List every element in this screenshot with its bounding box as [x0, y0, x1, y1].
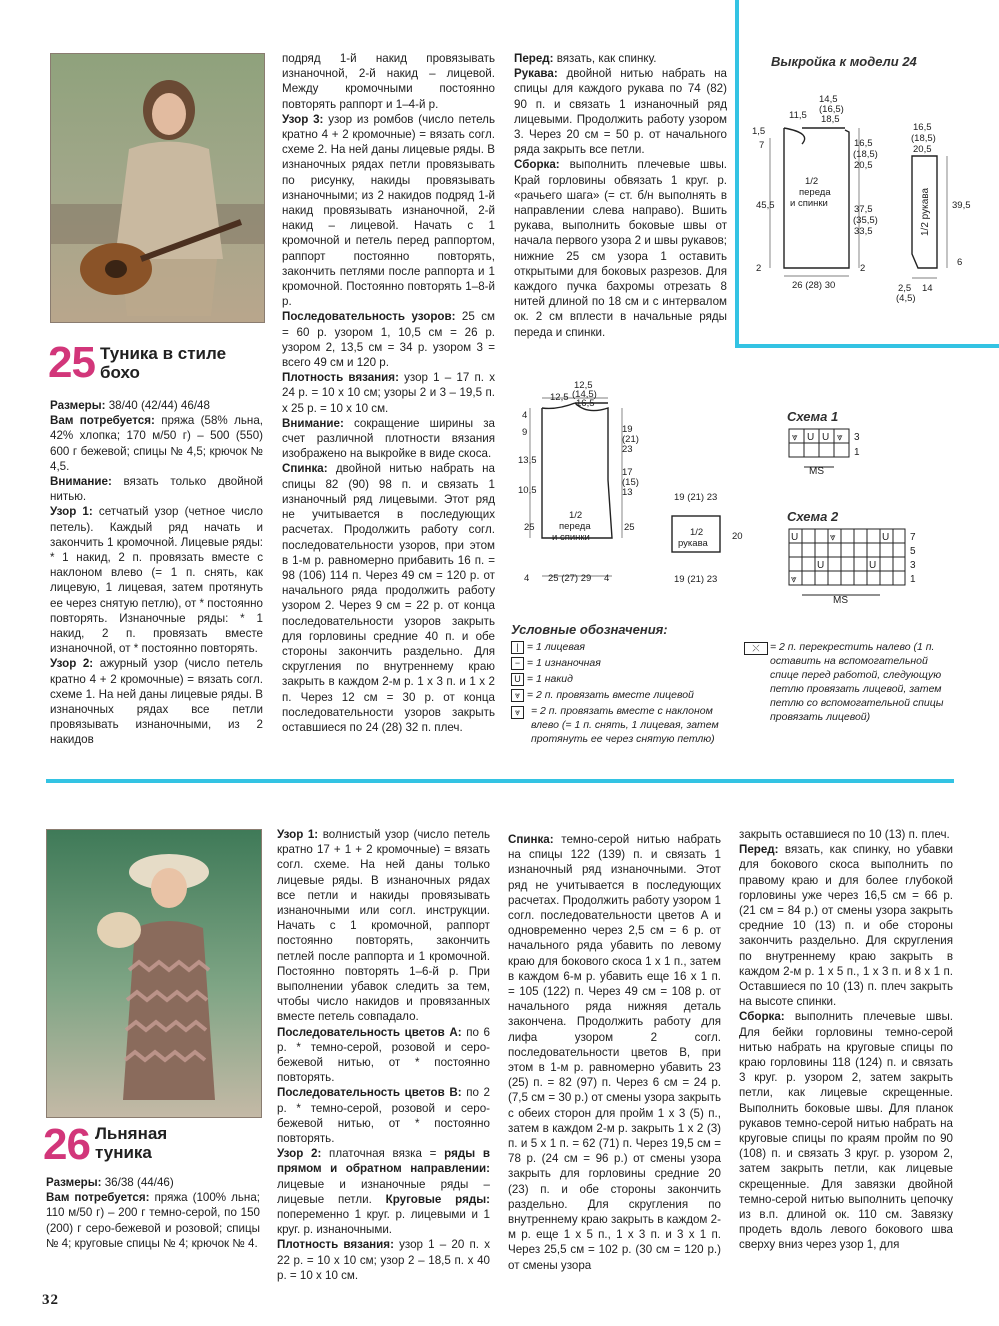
- svg-text:20,5: 20,5: [854, 160, 873, 171]
- model26-photo: [46, 829, 262, 1118]
- svg-text:7: 7: [759, 140, 765, 151]
- svg-text:1: 1: [854, 447, 860, 458]
- model25-text-col3: Перед: вязать, как спинку. Рукава: двойной нитью набрать на спицы для каждого рукава по 74 (82) 90 п. и связать 1 изнаночный ряд лицевыми. Продолжить работу узором 3. Через 20 см = 50 р. от начального ряда закрыть все петли. Сборка: выполнить плечевые швы. Край горловины обвязать 1 круг. р. «рачьего шага» (= ст. б/н выполнять в направлении слева направо). Вшить рукава, выполнить боковые швы от начала первого узора 2 и швы рукавов; нижние 25 см узора 1 оставить открытыми для боковых разрезов. Для каждого пучка бахромы отрезать 8 нитей длиной по 18 см и с интервалом ок. 2 см вплести в начальные ряды переда и спинки.: [514, 52, 727, 339]
- svg-text:2: 2: [860, 263, 866, 274]
- svg-text:U: U: [791, 532, 799, 543]
- scheme1-chart: [787, 427, 877, 479]
- svg-text:26 (28) 30: 26 (28) 30: [792, 280, 836, 291]
- model26-text-col3: Спинка: темно-серой нитью набрать на спицы 122 (139) п. и связать 1 изнаночный ряд изнаночными. Этот ряд не учитывается в последующих расчетах. Продолжить работу узором 1 согл. последовательности цветов А и одновременно через 2,5 см = 6 р. от начального ряда убавить по левому краю для бокового скоса 1 х 1 п., затем в каждом 6-м р. убавить еще 16 х 1 п. = 105 (122) п. Через 49 см = 108 р. от начального ряда нижняя деталь закончена. Продолжить работу для лифа узором 2 согл. последовательности цветов В, при этом в 1-м р. равномерно убавить 23 (25) п. = 82 (97) п. Через 6 см = 24 р. (7,5 см = 30 р.) от смены узора закрыть с обеих сторон для пройм 1 х 3 (5) п., затем в каждом 2-м р. закрыть 1 х 2 (3) п. и 5 х 1 п. = 62 (71) п. Через 19,5 см = 78 р. (24 см = 96 р.) от смены узора закрыть для горловины средние 20 (23) п. и обе стороны закончить раздельно. Для скругления по внутреннему краю закрыть в каждом 2-м р. еще 1 х 5 п., 1 х 3 п. и 3 х 1 п. Через 25,5 см = 102 р. (30 см = 120 р.) от смены узора: [508, 833, 721, 1272]
- scheme2-title: Схема 2: [787, 509, 839, 524]
- svg-text:3: 3: [910, 560, 916, 571]
- legend-item-knit: | = 1 лицевая: [511, 640, 585, 654]
- svg-text:11,5: 11,5: [789, 110, 807, 121]
- svg-text:(21): (21): [622, 434, 639, 445]
- svg-text:45,5: 45,5: [756, 200, 775, 211]
- svg-text:12,5: 12,5: [574, 380, 593, 391]
- svg-text:U: U: [807, 432, 815, 443]
- legend-item-yarnover: U = 1 накид: [511, 672, 573, 686]
- model25-photo: [50, 53, 265, 323]
- svg-text:(4,5): (4,5): [896, 293, 916, 304]
- yarnover-symbol-icon: U: [511, 673, 524, 686]
- model26-number: 26: [43, 1120, 90, 1169]
- model26-text-col2: Узор 1: волнистый узор (число петель кратно 17 + 1 + 2 кромочные) = вязать согл. схеме. На ней даны только лицевые ряды. В изнаночных рядах все петли и накиды провязывать изнаночными или согл. инструкции. Начать с 1 кромочной, раппорт постоянно повторять, закончить петлей после раппорта и 1 кромочной. Постоянно повторять 1–6-й р. При выполнении убавок следить за тем, чтобы число накидов и провязанных вместе петель совпадало. Последовательность цветов А: по 6 р. * темно-серой, розовой и серо-бежевой нитью, от * постоянно повторять. Последовательность цветов В: по 2 р. * темно-серой, розовой и серо-бежевой нитью, от * постоянно повторять. Узор 2: платочная вязка = ряды в прямом и обратном направлении: лицевые и изнаночные ряды – лицевые петли. Круговые ряды: попеременно 1 круг. р. лицевыми и 1 круг. р. изнаночными. Плотность вязания: узор 1 – 20 п. х 22 р. = 10 х 10 см; узор 2 – 18,5 п. х 40 р. = 10 х 10 см.: [277, 828, 490, 1282]
- svg-text:(18,5): (18,5): [911, 133, 936, 144]
- svg-text:23: 23: [622, 444, 633, 455]
- svg-text:2: 2: [756, 263, 762, 274]
- svg-text:37,5: 37,5: [854, 204, 873, 215]
- svg-text:(18,5): (18,5): [853, 149, 878, 160]
- scheme1-ms: MS: [809, 466, 824, 477]
- svg-text:16,5: 16,5: [576, 398, 595, 409]
- ssk-symbol-icon: ⩔: [511, 706, 524, 719]
- svg-text:5: 5: [910, 546, 916, 557]
- svg-text:12,5: 12,5: [550, 392, 569, 403]
- cross-left-symbol-icon: ⤬: [744, 642, 768, 655]
- svg-text:(16,5): (16,5): [819, 104, 844, 115]
- legend-item-purl: − = 1 изнаночная: [511, 656, 601, 670]
- svg-text:3: 3: [854, 432, 860, 443]
- svg-text:1: 1: [910, 574, 916, 585]
- model26-text-col1: Размеры: 36/38 (44/46) Вам потребуется: пряжа (100% льна; 110 м/50 г) – 200 г темно-серой, по 150 (200) г серо-бежевой и розовой; спицы № 4; круговые спицы № 4; крючок № 4.: [46, 1176, 260, 1250]
- svg-text:U: U: [822, 432, 830, 443]
- svg-text:(35,5): (35,5): [853, 215, 878, 226]
- svg-text:13,5: 13,5: [518, 455, 537, 466]
- svg-text:1/2: 1/2: [805, 176, 819, 187]
- svg-text:19: 19: [622, 424, 633, 435]
- model25-number: 25: [48, 338, 95, 387]
- model24-pattern-diagram: [742, 78, 977, 310]
- svg-text:4: 4: [524, 573, 530, 584]
- svg-text:4: 4: [604, 573, 610, 584]
- svg-text:U: U: [869, 560, 877, 571]
- model25-pattern-diagram: [512, 380, 762, 590]
- model25-text-col1: Размеры: 38/40 (42/44) 46/48 Вам потребуется: пряжа (58% льна, 42% хлопка; 170 м/50 г) – 500 (550) 600 г бежевой; спицы № 4,5; крючок № 4,5. Внимание: вязать только двойной нитью. Узор 1: сетчатый узор (четное число петель). Каждый ряд начать и закончить 1 кромочной. Лицевые ряды: * 1 накид, 2 п. провязать вместе с наклоном влево (= 1 п. снять, как лицевую, 1 лицевая, затем протянуть ее через снятую петлю), от * постоянно повторять. Изнаночные ряды: * 1 накид, 2 п. провязать вместе изнаночной, от * постоянно повторять. Узор 2: ажурный узор (число петель кратно 4 + 2 кромочные) = вязать согл. схеме 1. На ней даны лицевые ряды. В изнаночных рядах все петли провязывать изнаночными, из 2 накидов: [50, 399, 264, 747]
- svg-text:переда: переда: [559, 521, 591, 532]
- svg-text:1/2 рукава: 1/2 рукава: [920, 187, 931, 236]
- svg-text:⩔: ⩔: [830, 532, 836, 543]
- svg-text:25: 25: [524, 522, 535, 533]
- svg-text:9: 9: [522, 427, 528, 438]
- scheme2-chart: [787, 527, 927, 607]
- svg-text:1/2: 1/2: [690, 527, 704, 538]
- svg-text:U: U: [882, 532, 890, 543]
- model25-title: Туника в стиле бохо: [100, 344, 227, 382]
- svg-text:4: 4: [522, 410, 528, 421]
- frame-bottom-border: [735, 344, 999, 348]
- scheme1-title: Схема 1: [787, 409, 839, 424]
- svg-text:(15): (15): [622, 477, 639, 488]
- svg-text:⩔: ⩔: [792, 432, 798, 443]
- svg-text:13: 13: [622, 487, 633, 498]
- svg-text:33,5: 33,5: [854, 226, 873, 237]
- svg-text:⩔: ⩔: [791, 574, 797, 585]
- svg-text:1/2: 1/2: [569, 510, 583, 521]
- model26-photo-image: [47, 830, 261, 1117]
- svg-text:19 (21) 23: 19 (21) 23: [674, 574, 718, 585]
- svg-text:16,5: 16,5: [854, 138, 873, 149]
- svg-text:и спинки: и спинки: [790, 198, 828, 209]
- knit-symbol-icon: |: [511, 641, 524, 654]
- legend-title: Условные обозначения:: [511, 622, 668, 637]
- svg-text:10,5: 10,5: [518, 485, 537, 496]
- svg-text:16,5: 16,5: [913, 122, 932, 133]
- svg-text:и спинки: и спинки: [552, 532, 590, 543]
- svg-text:⩔: ⩔: [837, 432, 843, 443]
- model26-text-col4: закрыть оставшиеся по 10 (13) п. плеч. Перед: вязать, как спинку, но убавки для бокового скоса выполнить по правому краю и для более глубокой горловины уже через 16,5 см = 66 р. (21 см = 84 р.) от смены узора закрыть средние 10 (13) п. и обе стороны закончить раздельно. Для скругления по внутреннему краю закрыть в каждом 2-м р. 1 х 5 п., 1 х 3 п. и 8 х 1 п. Оставшиеся по 10 (13) п. плеч закрыть на высоте спинки. Сборка: выполнить плечевые швы. Для бейки горловины темно-серой нитью набрать на круговые спицы по краю горловины 118 (124) п. и связать 3 круг. р. узором 2, затем закрыть петли, как лицевые скрещенные. Выполнить боковые швы. Для планок рукавов темно-серой нитью набрать на круговые спицы по краям пройм по 90 (108) п. и связать 3 круг. р. узором 2, затем закрыть петли, как лицевые скрещенные. Для завязки двойной темно-серой нитью выполнить цепочку из в.п. длиной ок. 110 см. Завязку продеть вдоль левого бокового шва сверху вниз через узор 1, для: [739, 828, 953, 1252]
- svg-text:19 (21) 23: 19 (21) 23: [674, 492, 718, 503]
- legend-item-k2tog: ⩔ = 2 п. провязать вместе лицевой: [511, 688, 694, 702]
- k2tog-symbol-icon: ⩔: [511, 689, 524, 702]
- svg-text:17: 17: [622, 467, 633, 478]
- svg-text:14: 14: [922, 283, 933, 294]
- scheme2-ms: MS: [833, 595, 848, 606]
- svg-text:20: 20: [732, 531, 743, 542]
- svg-text:рукава: рукава: [678, 538, 708, 549]
- frame-left-border: [735, 0, 739, 348]
- section-divider: [46, 779, 954, 783]
- model24-pattern-title: Выкройка к модели 24: [771, 54, 917, 69]
- svg-text:2,5: 2,5: [898, 283, 912, 294]
- legend-item-ssk: ⩔ = 2 п. провязать вместе с наклоном влево (= 1 п. снять, 1 лицевая, затем протянуть ее через снятую петлю): [511, 704, 721, 746]
- model26-title: Льняная туника: [95, 1124, 168, 1162]
- svg-text:25 (27) 29: 25 (27) 29: [548, 573, 592, 584]
- svg-text:7: 7: [910, 532, 916, 543]
- svg-text:39,5: 39,5: [952, 200, 971, 211]
- legend-item-cross: ⤬ = 2 п. перекрестить налево (1 п. оставить на вспомогательной спице перед работой, следующую петлю провязать лицевой, затем петлю со вспомогательной спицы провязать лицевой): [744, 640, 954, 724]
- svg-text:переда: переда: [799, 187, 831, 198]
- purl-symbol-icon: −: [511, 657, 524, 670]
- svg-text:1,5: 1,5: [752, 126, 766, 137]
- svg-text:6: 6: [957, 257, 963, 268]
- svg-text:20,5: 20,5: [913, 144, 932, 155]
- svg-text:18,5: 18,5: [821, 114, 840, 125]
- svg-text:U: U: [817, 560, 825, 571]
- svg-text:(14,5): (14,5): [572, 389, 597, 400]
- svg-text:14,5: 14,5: [819, 94, 838, 105]
- model25-photo-image: [51, 54, 264, 322]
- page-number: 32: [42, 1292, 59, 1308]
- model25-text-col2: подряд 1-й накид провязывать изнаночной, 2-й накид – лицевой. Между кромочными постоянно повторять раппорт и 1–4-й р. Узор 3: узор из ромбов (число петель кратно 4 + 2 кромочные) = вязать согл. схеме 2. На ней даны лицевые ряды. В изнаночных рядах петли провязывать по рисунку, накиды провязывать изнаночными; из 2 накидов подряд 1-й накид провязывать изнаночной, 2-й накид – лицевой. Начать с 1 кромочной и петель перед раппортом, раппорт постоянно повторять, закончить петлями после раппорта и 1 кромочной. Постоянно повторять 1–8-й р. Последовательность узоров: 25 см = 60 р. узором 1, 10,5 см = 26 р. узором 2, 13,5 см = 34 р. узором 3 = всего 49 см и 120 р. Плотность вязания: узор 1 – 17 п. х 24 р. = 10 х 10 см; узоры 2 и 3 – 19,5 п. х 25 р. = 10 х 10 см. Внимание: сокращение ширины за счет различной плотности вязания изображено на выкройке в виде скоса. Спинка: двойной нитью набрать на спицы 82 (90) 98 п. и связать 1 изнаночный ряд лицевыми. Этот ряд не учитывается в последующих расчетах. Продолжить работу согл. последовательности узоров, при этом в 1-м р. равномерно прибавить 16 п. = 98 (106) 114 п. Через 49 см = 120 р. от начального ряда продолжить работу узором 2. Через 9 см = 22 р. от конца последовательности узоров закрыть для горловины средние 40 п. и обе стороны закончить раздельно. Для скругления по внутреннему краю закрыть в каждом 2-м р. 1 х 3 п. и 1 х 2 п. Через 12 см = 30 р. от конца последовательности узоров закрыть оставшиеся по 24 (28) 32 п. плеч.: [282, 52, 495, 734]
- svg-text:25: 25: [624, 522, 635, 533]
